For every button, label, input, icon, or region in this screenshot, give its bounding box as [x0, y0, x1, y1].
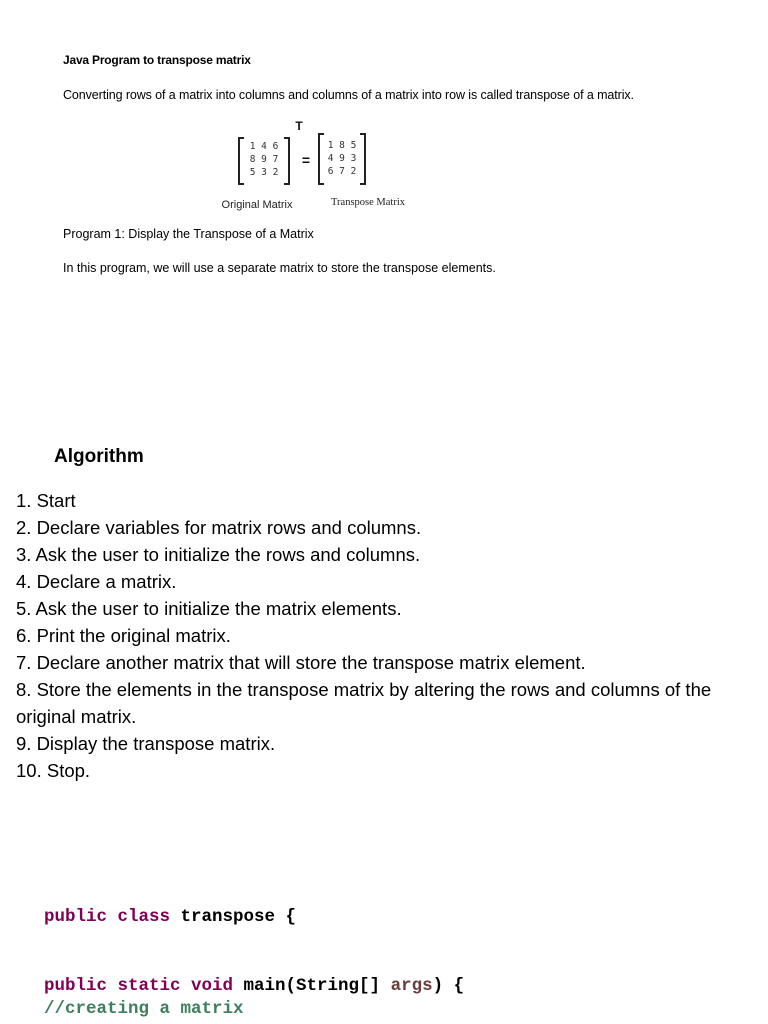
transpose-symbol: T — [295, 119, 303, 133]
algorithm-step: 8. Store the elements in the transpose matrix by altering the rows and columns of the original matrix. — [16, 679, 712, 727]
intro-paragraph: Converting rows of a matrix into columns and columns of a matrix into row is called transpose of a matrix. — [63, 88, 634, 102]
left-matrix-close-bracket — [284, 138, 289, 184]
code-text: main(String[] — [233, 976, 391, 996]
code-line-main-method — [44, 976, 464, 996]
algorithm-step: 9. Display the transpose matrix. — [16, 733, 276, 754]
algorithm-step: 1. Start — [16, 490, 76, 511]
right-matrix-open-bracket — [319, 134, 324, 184]
code-keyword: public class — [44, 907, 171, 927]
transpose-row-2: 4 9 3 — [327, 153, 357, 164]
algorithm-steps — [16, 487, 764, 784]
algorithm-step: 2. Declare variables for matrix rows and columns. — [16, 517, 422, 538]
algorithm-step: 4. Declare a matrix. — [16, 571, 177, 592]
algorithm-step: 10. Stop. — [16, 760, 91, 781]
transpose-matrix-label: Transpose Matrix — [331, 197, 405, 208]
original-matrix-label: Original Matrix — [221, 199, 293, 211]
code-text: transpose { — [170, 907, 297, 927]
code-parameter: args — [390, 976, 433, 996]
code-text: ) { — [432, 976, 465, 996]
original-row-2: 8 9 7 — [249, 154, 279, 165]
transpose-row-3: 6 7 2 — [327, 166, 357, 177]
program-description: In this program, we will use a separate matrix to store the transpose elements. — [63, 261, 496, 275]
algorithm-step: 7. Declare another matrix that will store the transpose matrix element. — [16, 652, 586, 673]
algorithm-step: 5. Ask the user to initialize the matrix elements. — [16, 598, 402, 619]
code-comment: //creating a matrix — [44, 999, 244, 1019]
page-title: Java Program to transpose matrix — [63, 53, 251, 67]
original-row-3: 5 3 2 — [249, 167, 279, 178]
equals-sign: = — [301, 152, 311, 168]
original-row-1: 1 4 6 — [249, 141, 279, 152]
right-matrix-close-bracket — [360, 134, 365, 184]
transpose-figure — [200, 116, 440, 216]
left-matrix-open-bracket — [239, 138, 244, 184]
transpose-row-1: 1 8 5 — [327, 140, 357, 151]
algorithm-step: 3. Ask the user to initialize the rows and columns. — [16, 544, 421, 565]
algorithm-step: 6. Print the original matrix. — [16, 625, 231, 646]
code-line-comment — [44, 999, 244, 1019]
transpose-diagram — [200, 116, 440, 216]
program-heading: Program 1: Display the Transpose of a Matrix — [63, 227, 314, 241]
code-keyword: public static void — [44, 976, 234, 996]
algorithm-heading: Algorithm — [54, 446, 144, 467]
code-line-class-declaration — [44, 907, 296, 927]
